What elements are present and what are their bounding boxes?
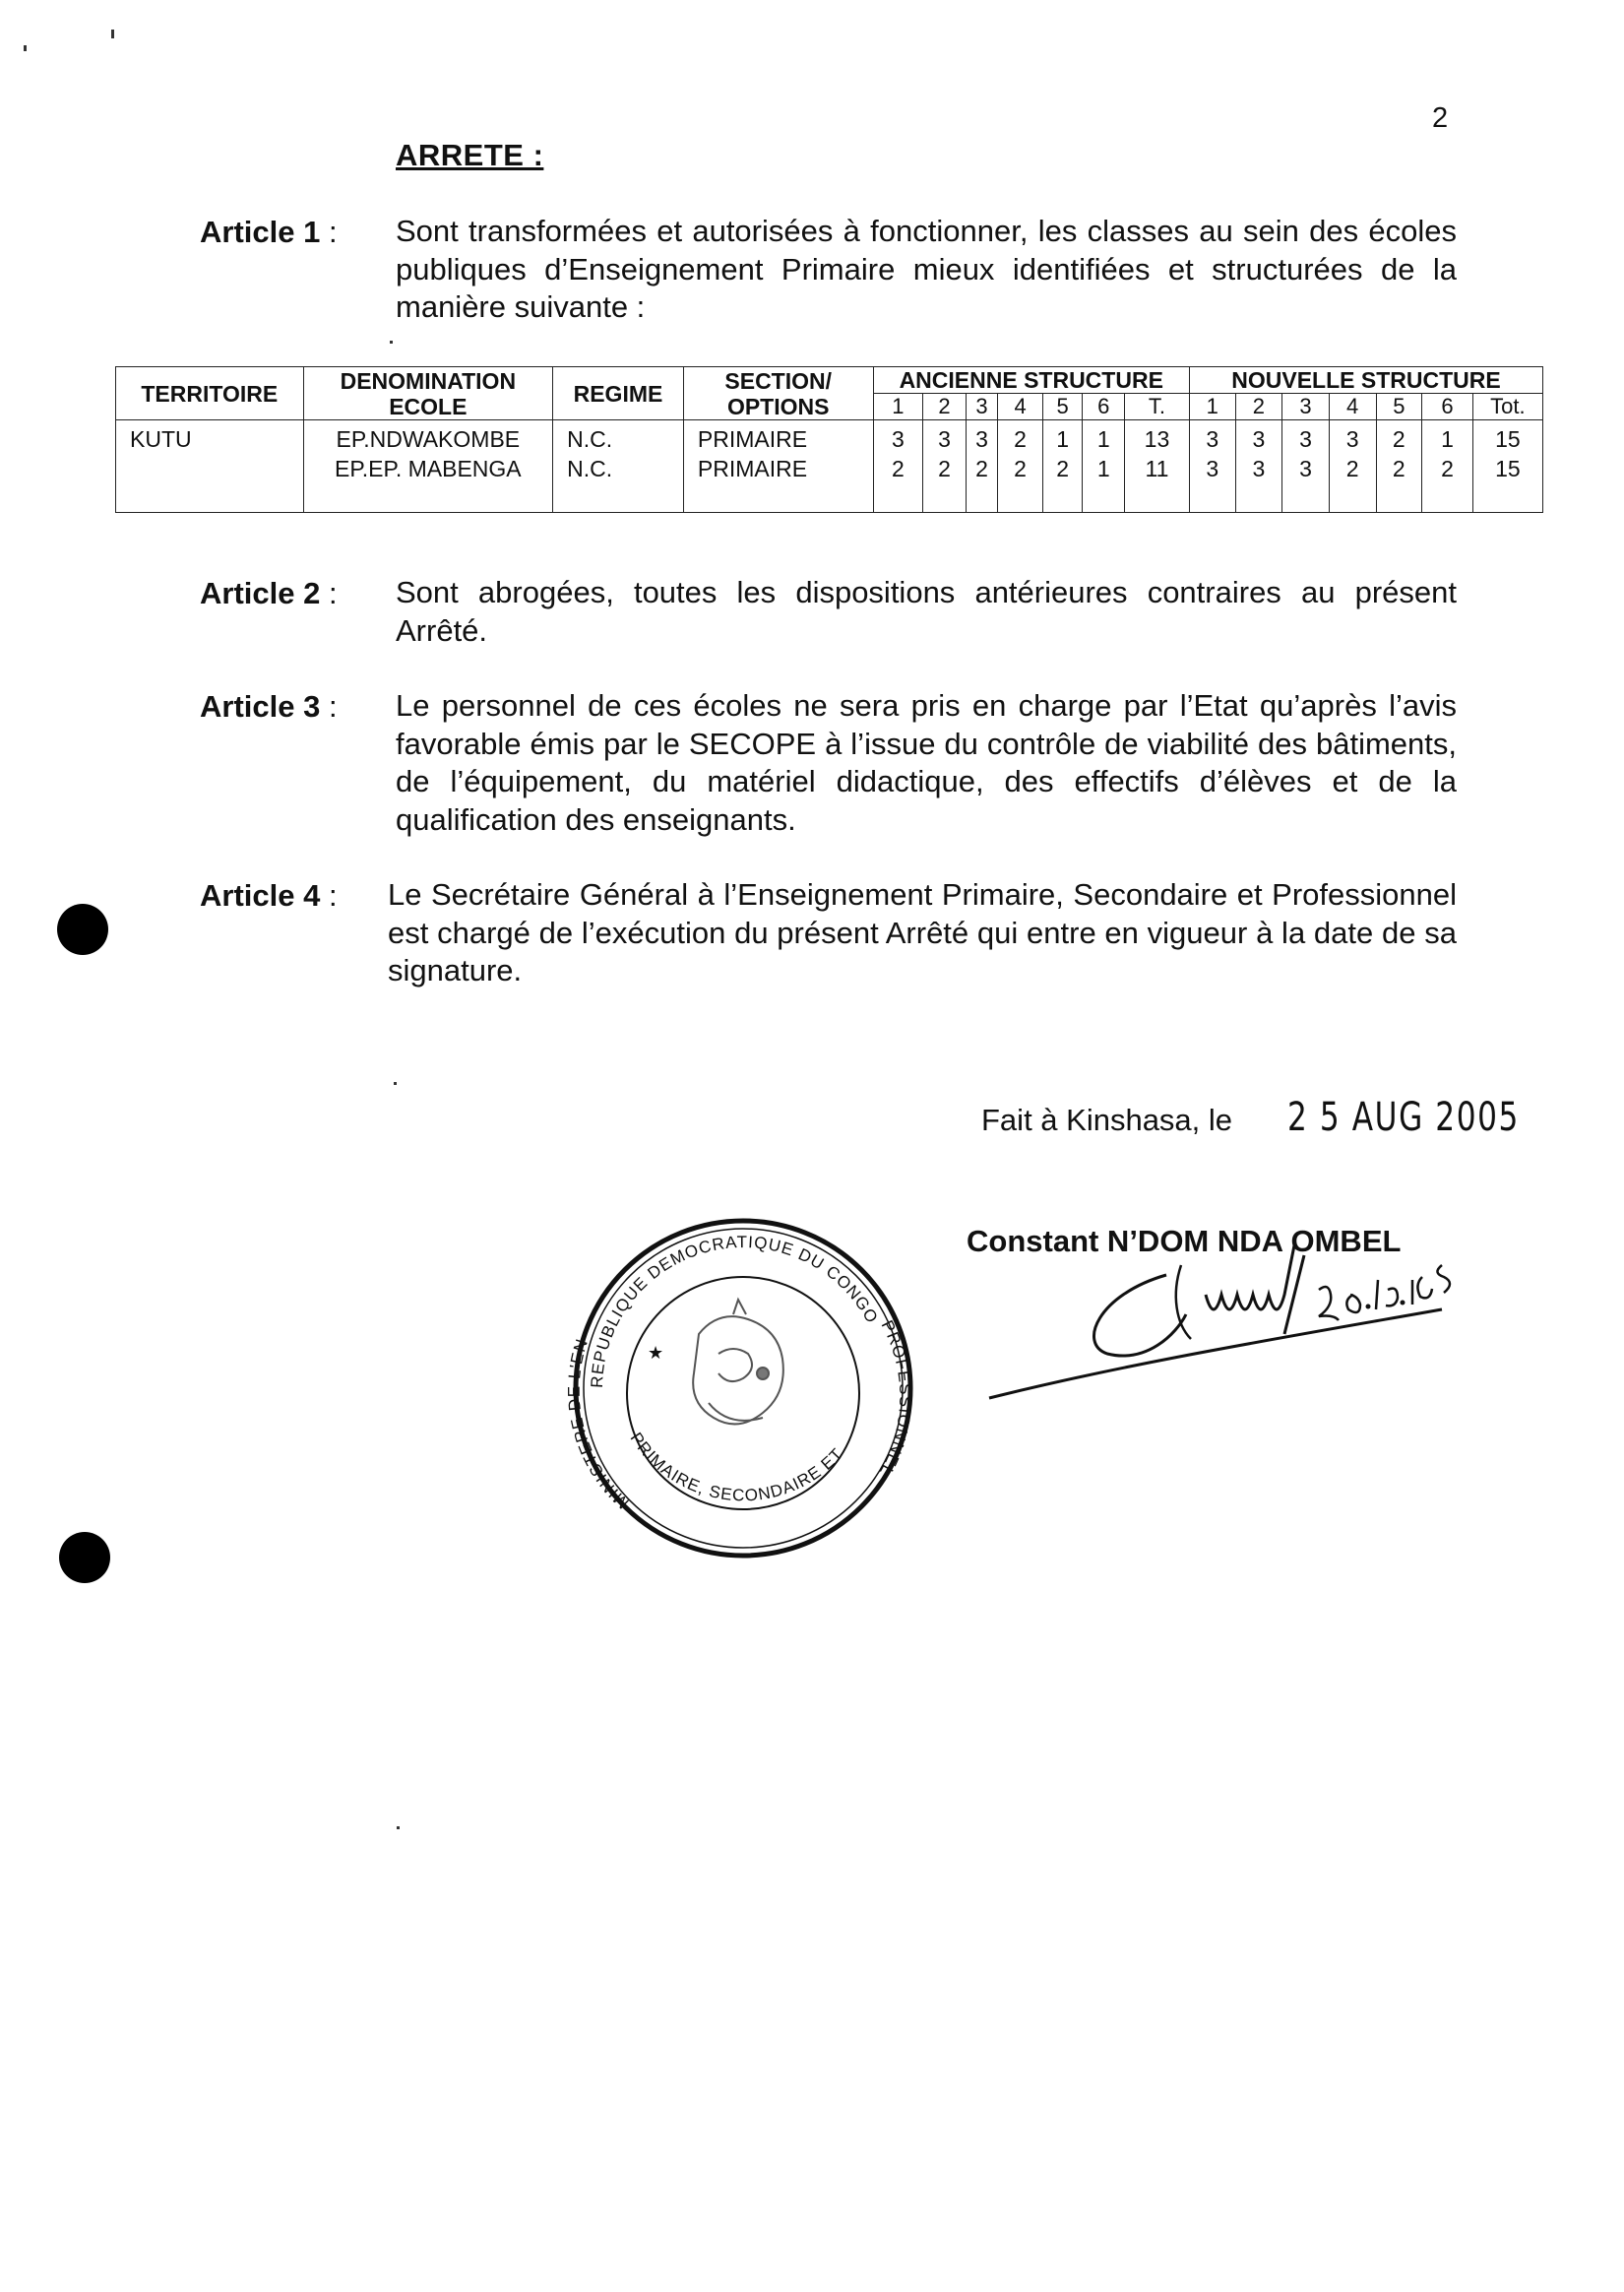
nouvelle-cell bbox=[1329, 420, 1376, 513]
nouvelle-cell bbox=[1282, 420, 1330, 513]
ancienne-total-cell bbox=[1125, 420, 1190, 513]
ancienne-cell bbox=[1083, 420, 1125, 513]
binder-hole-dot bbox=[57, 904, 108, 955]
nouvelle-cell bbox=[1376, 420, 1422, 513]
total-value: 15 bbox=[1495, 456, 1521, 481]
count-value: 1 bbox=[1096, 456, 1110, 481]
article-label-colon: : bbox=[328, 576, 338, 610]
seal-top-text: REPUBLIQUE DEMOCRATIQUE DU CONGO bbox=[587, 1233, 882, 1389]
section-value: PRIMAIRE bbox=[697, 456, 808, 481]
count-value: 3 bbox=[975, 426, 988, 452]
ancienne-cell bbox=[998, 420, 1043, 513]
regime-cell bbox=[553, 420, 684, 513]
count-value: 3 bbox=[1252, 426, 1266, 452]
ancienne-col-header: 3 bbox=[966, 394, 997, 420]
ancienne-col-header: 2 bbox=[923, 394, 967, 420]
scan-mark bbox=[394, 1082, 397, 1085]
article-2-text: Sont abrogées, toutes les dispositions antérieures contraires au présent Arrêté. bbox=[396, 575, 1457, 648]
count-value: 2 bbox=[1392, 456, 1405, 481]
count-value: 2 bbox=[975, 456, 988, 481]
seal-right-text: PROFESSIONNEL bbox=[875, 1317, 915, 1480]
scan-mark bbox=[390, 341, 393, 344]
article-label-text: Article 2 bbox=[200, 576, 321, 610]
nouvelle-total-cell bbox=[1472, 420, 1542, 513]
count-value: 3 bbox=[938, 426, 951, 452]
ancienne-col-header: 5 bbox=[1042, 394, 1083, 420]
count-value: 2 bbox=[938, 456, 951, 481]
ancienne-col-header: 6 bbox=[1083, 394, 1125, 420]
count-value: 1 bbox=[1056, 426, 1070, 452]
ecole-cell bbox=[303, 420, 552, 513]
handwritten-signature bbox=[979, 1236, 1511, 1413]
article-label-text: Article 1 bbox=[200, 215, 321, 249]
count-value: 3 bbox=[1206, 426, 1219, 452]
nouvelle-col-header: 2 bbox=[1235, 394, 1282, 420]
ancienne-col-header: T. bbox=[1125, 394, 1190, 420]
count-value: 2 bbox=[1441, 456, 1454, 481]
article-3-label bbox=[200, 689, 338, 725]
count-value: 2 bbox=[1392, 426, 1405, 452]
ancienne-cell bbox=[966, 420, 997, 513]
count-value: 2 bbox=[1056, 456, 1070, 481]
nouvelle-cell bbox=[1422, 420, 1473, 513]
article-label-colon: : bbox=[328, 215, 338, 249]
count-value: 2 bbox=[1014, 456, 1027, 481]
count-value: 3 bbox=[1345, 426, 1359, 452]
header-territoire: TERRITOIRE bbox=[116, 367, 304, 420]
date-stamp: 2 5 AUG 2005 bbox=[1287, 1095, 1520, 1140]
article-label-text: Article 3 bbox=[200, 689, 321, 724]
section-cell bbox=[683, 420, 873, 513]
section-value: PRIMAIRE bbox=[697, 426, 808, 452]
total-value: 11 bbox=[1145, 456, 1169, 481]
binder-hole-dot bbox=[59, 1532, 110, 1583]
ancienne-cell bbox=[1042, 420, 1083, 513]
seal-bottom-text: PRIMAIRE, SECONDAIRE ET bbox=[626, 1429, 847, 1505]
count-value: 2 bbox=[1345, 456, 1359, 481]
count-value: 2 bbox=[891, 456, 905, 481]
article-1-text: Sont transformées et autorisées à fonctionner, les classes au sein des écoles publiques d’Enseignement Primaire mieux identifiées et structurées de la manière suivante : bbox=[396, 214, 1457, 324]
decree-heading: ARRETE : bbox=[396, 138, 544, 172]
total-value: 13 bbox=[1144, 426, 1170, 452]
nouvelle-cell bbox=[1235, 420, 1282, 513]
nouvelle-col-header: 1 bbox=[1189, 394, 1235, 420]
scan-mark bbox=[397, 1826, 400, 1829]
article-2-label bbox=[200, 576, 338, 611]
count-value: 1 bbox=[1441, 426, 1454, 452]
header-regime: REGIME bbox=[553, 367, 684, 420]
page-number: 2 bbox=[1432, 102, 1449, 134]
count-value: 2 bbox=[1014, 426, 1027, 452]
nouvelle-col-header: 6 bbox=[1422, 394, 1473, 420]
count-value: 3 bbox=[1206, 456, 1219, 481]
ecole-name: EP.EP. MABENGA bbox=[335, 456, 522, 481]
nouvelle-col-header: Tot. bbox=[1472, 394, 1542, 420]
header-section: SECTION/ OPTIONS bbox=[683, 367, 873, 420]
nouvelle-col-header: 5 bbox=[1376, 394, 1422, 420]
place-and-date-line: Fait à Kinshasa, le bbox=[981, 1103, 1233, 1137]
count-value: 1 bbox=[1096, 426, 1110, 452]
school-structure-table bbox=[115, 366, 1543, 513]
count-value: 3 bbox=[891, 426, 905, 452]
article-label-colon: : bbox=[328, 878, 338, 913]
count-value: 3 bbox=[1299, 426, 1312, 452]
count-value: 3 bbox=[1252, 456, 1266, 481]
count-value: 3 bbox=[1299, 456, 1312, 481]
ecole-name: EP.NDWAKOMBE bbox=[336, 426, 521, 452]
header-ancienne-structure: ANCIENNE STRUCTURE bbox=[873, 367, 1189, 394]
seal-left-text: MINISTERE DE L'EN bbox=[564, 1336, 633, 1513]
official-seal bbox=[561, 1206, 925, 1570]
article-1-label bbox=[200, 215, 338, 250]
regime-value: N.C. bbox=[567, 426, 613, 452]
nouvelle-col-header: 4 bbox=[1329, 394, 1376, 420]
ancienne-col-header: 4 bbox=[998, 394, 1043, 420]
nouvelle-col-header: 3 bbox=[1282, 394, 1330, 420]
article-label-text: Article 4 bbox=[200, 878, 321, 913]
ancienne-cell bbox=[923, 420, 967, 513]
ancienne-cell bbox=[873, 420, 923, 513]
article-4-text: Le Secrétaire Général à l’Enseignement Primaire, Secondaire et Professionnel est chargé de l’exécution du présent Arrêté qui entre en vigueur à la date de sa signature. bbox=[388, 877, 1457, 987]
article-4-label bbox=[200, 878, 338, 914]
territoire-value: KUTU bbox=[130, 426, 192, 452]
scan-mark bbox=[24, 45, 27, 51]
nouvelle-cell bbox=[1189, 420, 1235, 513]
header-denomination: DENOMINATION ECOLE bbox=[303, 367, 552, 420]
signatory-name: Constant N’DOM NDA OMBEL bbox=[967, 1224, 1402, 1258]
seal-star-icon: ★ bbox=[648, 1343, 664, 1363]
article-3-text: Le personnel de ces écoles ne sera pris en charge par l’Etat qu’après l’avis favorable émis par le SECOPE à l’issue du contrôle de viabilité des bâtiments, de l’équipement, du matériel didactique, des effectifs d’élèves et de la qualification des enseignants. bbox=[396, 688, 1457, 837]
table-body-row bbox=[116, 420, 1543, 513]
scan-mark bbox=[111, 30, 114, 38]
total-value: 15 bbox=[1495, 426, 1521, 452]
seal-emblem bbox=[693, 1300, 783, 1424]
header-nouvelle-structure: NOUVELLE STRUCTURE bbox=[1189, 367, 1542, 394]
article-label-colon: : bbox=[328, 689, 338, 724]
ancienne-col-header: 1 bbox=[873, 394, 923, 420]
regime-value: N.C. bbox=[567, 456, 613, 481]
territoire-cell bbox=[116, 420, 304, 513]
